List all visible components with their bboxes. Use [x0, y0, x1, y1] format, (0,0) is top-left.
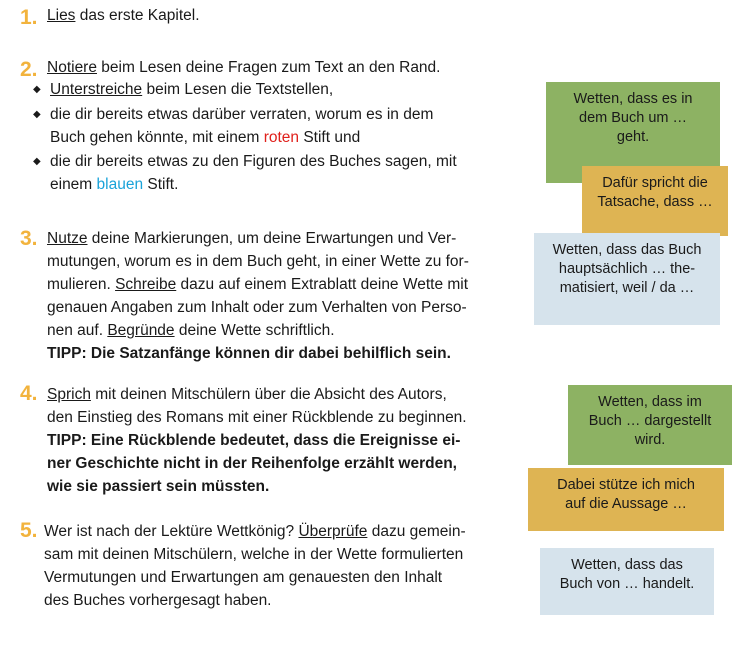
tip-line: TIPP: Die Satzanfänge können dir dabei behilflich sein. [47, 345, 451, 362]
task-line: Notiere beim Lesen deine Fragen zum Text an den Rand. [47, 59, 441, 76]
note-wetten-hauptsaechlich: Wetten, dass das Buch hauptsächlich … the- matisiert, weil / da … [534, 233, 720, 325]
task-line: sam mit deinen Mitschülern, welche in der Wette formulierten [44, 546, 464, 563]
note-wetten-handelt: Wetten, dass das Buch von … handelt. [540, 548, 714, 615]
task-line: Wer ist nach der Lektüre Wettkönig? Überprüfe dazu gemein- [44, 523, 466, 540]
bullet-icon: ◆ [33, 156, 41, 167]
task-line: Nutze deine Markierungen, um deine Erwartungen und Ver- [47, 230, 457, 247]
red-word: roten [263, 129, 300, 146]
tip-line: wie sie passiert sein müssten. [47, 478, 270, 495]
bullet-line: einem blauen Stift. [50, 176, 179, 193]
bullet-icon: ◆ [33, 84, 41, 95]
task-line: Lies das erste Kapitel. [47, 7, 200, 24]
task-number: 1. [20, 6, 38, 29]
task-number: 5. [20, 519, 38, 542]
note-dabei-stuetze: Dabei stütze ich mich auf die Aussage … [528, 468, 724, 531]
bullet-line: die dir bereits etwas zu den Figuren des Buches sagen, mit [50, 153, 457, 170]
task-line: den Einstieg des Romans mit einer Rückblende zu beginnen. [47, 409, 467, 426]
note-wetten-dargestellt: Wetten, dass im Buch … dargestellt wird. [568, 385, 732, 465]
bullet-line: die dir bereits etwas darüber verraten, worum es in dem [50, 106, 434, 123]
blue-word: blauen [96, 176, 144, 193]
bullet-icon: ◆ [33, 109, 41, 120]
task-line: Sprich mit deinen Mitschülern über die Absicht des Autors, [47, 386, 447, 403]
task-number: 4. [20, 382, 38, 405]
task-line: nen auf. Begründe deine Wette schriftlich. [47, 322, 335, 339]
task-line: genauen Angaben zum Inhalt oder zum Verhalten von Perso- [47, 299, 467, 316]
task-number: 3. [20, 227, 38, 250]
note-wetten-buch-um: Wetten, dass es in dem Buch um … geht. [546, 82, 720, 183]
bullet-line: Buch gehen könnte, mit einem roten Stift und [50, 129, 361, 146]
tip-line: TIPP: Eine Rückblende bedeutet, dass die Ereignisse ei- [47, 432, 461, 449]
task-line: mulieren. Schreibe dazu auf einem Extrablatt deine Wette mit [47, 276, 469, 293]
task-number: 2. [20, 58, 38, 81]
task-line: mutungen, worum es in dem Buch geht, in einer Wette zu for- [47, 253, 469, 270]
task-line: Vermutungen und Erwartungen am genauesten den Inhalt [44, 569, 443, 586]
tip-line: ner Geschichte nicht in der Reihenfolge erzählt werden, [47, 455, 457, 472]
note-dafuer-spricht: Dafür spricht die Tatsache, dass … [582, 166, 728, 236]
task-line: des Buches vorhergesagt haben. [44, 592, 272, 609]
bullet-line: Unterstreiche beim Lesen die Textstellen, [50, 81, 334, 98]
